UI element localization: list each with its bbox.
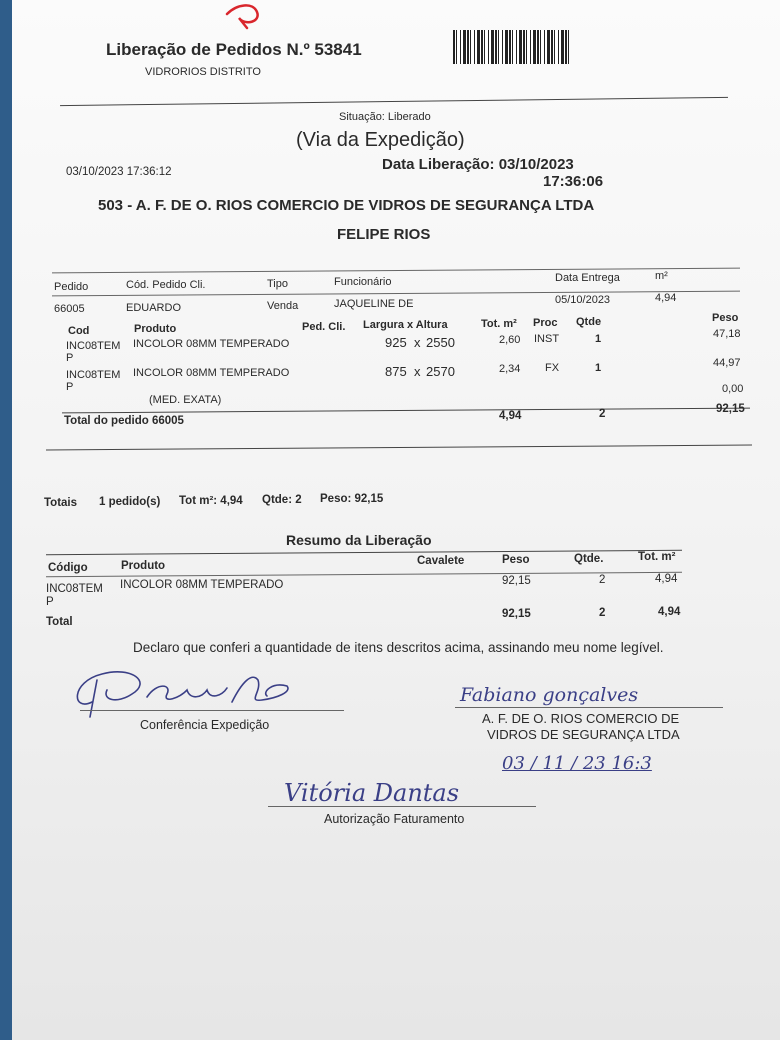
totals-m2: Tot m²: 4,94 — [179, 495, 243, 507]
company-line-2: VIDROS DE SEGURANÇA LTDA — [487, 727, 680, 742]
resumo-total-label: Total — [46, 616, 73, 628]
order-cod-cli: EDUARDO — [126, 302, 182, 314]
item-produto: INCOLOR 08MM TEMPERADO — [133, 367, 290, 379]
totals-pedidos: 1 pedido(s) — [99, 496, 161, 508]
items-col-dims: Largura x Altura — [363, 319, 448, 331]
resumo-tot-m2: 4,94 — [655, 573, 678, 585]
resumo-col-produto: Produto — [121, 560, 166, 572]
item-cod-suffix: P — [66, 352, 74, 364]
item-tot-m2: 2,34 — [499, 363, 521, 375]
col-funcionario: Funcionário — [334, 276, 392, 288]
order-funcionario: JAQUELINE DE — [334, 298, 414, 310]
resumo-qtde: 2 — [599, 574, 606, 586]
item-proc: INST — [534, 333, 560, 345]
resumo-produto: INCOLOR 08MM TEMPERADO — [120, 579, 284, 591]
item-times: x — [414, 364, 421, 379]
autorizacao-label: Autorização Faturamento — [324, 812, 465, 826]
col-data-entrega: Data Entrega — [555, 272, 620, 284]
item-qtde: 1 — [595, 362, 602, 374]
resumo-peso: 92,15 — [502, 575, 531, 587]
item-largura: 925 — [385, 335, 407, 350]
header-divider — [60, 97, 728, 106]
order-total-m2: 4,94 — [499, 410, 522, 422]
item-produto: INCOLOR 08MM TEMPERADO — [133, 338, 290, 350]
resumo-title: Resumo da Liberação — [286, 532, 432, 548]
col-tipo: Tipo — [267, 278, 288, 290]
copy-label: (Via da Expedição) — [296, 129, 465, 151]
red-check-mark — [217, 0, 277, 30]
item-peso-extra: 0,00 — [722, 383, 744, 395]
item-qtde: 1 — [595, 333, 602, 345]
order-tipo: Venda — [267, 300, 299, 312]
declaration-text: Declaro que conferi a quantidade de itens descritos acima, assinando meu nome legível. — [133, 640, 664, 655]
resumo-total-peso: 92,15 — [502, 608, 531, 620]
conferencia-label: Conferência Expedição — [140, 718, 270, 732]
status-text: Situação: Liberado — [339, 111, 431, 123]
order-header-line — [52, 291, 740, 297]
item-peso: 44,97 — [713, 357, 741, 369]
order-total-label: Total do pedido 66005 — [64, 415, 184, 427]
order-table-bottom-line — [46, 445, 752, 451]
items-col-cod: Cod — [68, 325, 90, 337]
order-data-entrega: 05/10/2023 — [555, 294, 611, 306]
item-cod: INC08TEM — [66, 340, 121, 352]
med-exata-note: (MED. EXATA) — [149, 394, 222, 406]
handwritten-date: 03 / 11 / 23 16:3 — [502, 753, 652, 774]
items-col-peso: Peso — [712, 312, 739, 324]
totals-peso: Peso: 92,15 — [320, 493, 384, 505]
signature-line-conferencia — [80, 710, 344, 711]
document-page — [12, 0, 780, 1040]
order-m2: 4,94 — [655, 292, 677, 304]
item-tot-m2: 2,60 — [499, 334, 521, 346]
totals-label: Totais — [44, 497, 78, 509]
print-datetime: 03/10/2023 17:36:12 — [66, 166, 172, 178]
company-line-1: A. F. DE O. RIOS COMERCIO DE — [482, 711, 680, 726]
item-cod: INC08TEM — [66, 369, 121, 381]
col-pedido: Pedido — [54, 281, 89, 293]
items-col-tot-m2: Tot. m² — [481, 318, 517, 330]
handwritten-name-right: Fabiano gonçalves — [460, 684, 639, 706]
resumo-col-cavalete: Cavalete — [417, 555, 465, 567]
col-m2: m² — [655, 270, 668, 282]
barcode-image — [453, 30, 569, 64]
signature-line-company — [455, 707, 723, 708]
client-contact: FELIPE RIOS — [337, 226, 431, 243]
order-total-peso: 92,15 — [716, 403, 745, 415]
resumo-total-m2: 4,94 — [658, 606, 681, 618]
order-total-qtde: 2 — [599, 408, 606, 420]
signature-line-autorizacao — [268, 806, 536, 807]
item-proc: FX — [545, 362, 560, 374]
client-name: 503 - A. F. DE O. RIOS COMERCIO DE VIDROS DE SEGURANÇA LTDA — [98, 197, 595, 214]
item-altura: 2570 — [426, 364, 455, 379]
signature-conferencia — [62, 662, 302, 722]
item-cod-suffix: P — [66, 381, 74, 393]
handwritten-name-bottom: Vitória Dantas — [284, 779, 460, 807]
release-time: 17:36:06 — [543, 173, 604, 190]
resumo-col-qtde: Qtde. — [574, 553, 604, 565]
totals-qtde: Qtde: 2 — [262, 494, 302, 506]
item-largura: 875 — [385, 364, 407, 379]
item-altura: 2550 — [426, 335, 455, 350]
resumo-header-line — [46, 572, 682, 577]
document-title: Liberação de Pedidos N.º 53841 — [106, 40, 362, 59]
resumo-col-tot-m2: Tot. m² — [638, 551, 676, 563]
resumo-col-codigo: Código — [48, 562, 88, 574]
company-name: VIDRORIOS DISTRITO — [145, 66, 261, 78]
release-date: Data Liberação: 03/10/2023 — [382, 156, 574, 173]
items-col-produto: Produto — [134, 323, 177, 335]
col-cod-pedido-cli: Cód. Pedido Cli. — [126, 279, 206, 291]
order-pedido: 66005 — [54, 303, 85, 315]
resumo-codigo: INC08TEM — [46, 583, 103, 595]
resumo-col-peso: Peso — [502, 554, 530, 566]
resumo-total-qtde: 2 — [599, 607, 606, 619]
items-col-ped-cli: Ped. Cli. — [302, 321, 346, 333]
order-table-top-line — [52, 268, 740, 274]
items-col-proc: Proc — [533, 317, 558, 329]
item-times: x — [414, 335, 421, 350]
items-col-qtde: Qtde — [576, 316, 602, 328]
order-total-line — [62, 408, 750, 414]
item-peso: 47,18 — [713, 328, 741, 340]
resumo-codigo-suffix: P — [46, 596, 54, 608]
